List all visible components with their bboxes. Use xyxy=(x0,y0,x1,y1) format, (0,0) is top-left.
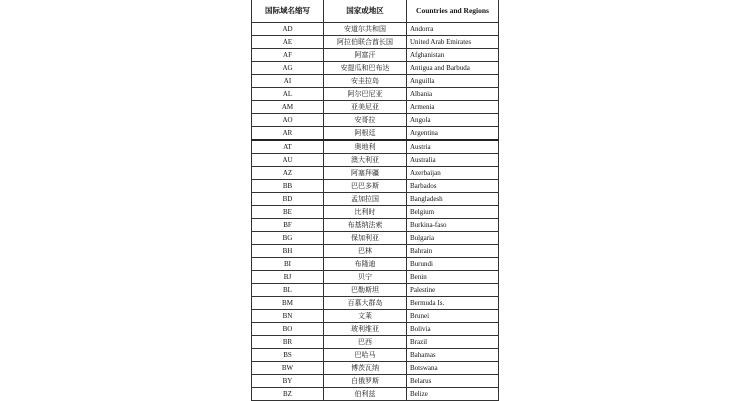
table-row xyxy=(252,114,499,127)
table-row xyxy=(252,258,499,271)
country-zh-cell: 阿拉伯联合酋长国 xyxy=(324,36,407,49)
country-en-cell: Burundi xyxy=(407,258,499,271)
domain-code-cell: AF xyxy=(252,49,324,62)
country-en-cell: Andorra xyxy=(407,23,499,36)
domain-code-cell: BJ xyxy=(252,271,324,284)
domain-code-cell: BB xyxy=(252,180,324,193)
table-body xyxy=(252,23,499,401)
country-code-table xyxy=(251,0,499,401)
table-header xyxy=(252,0,499,23)
domain-code-cell: BS xyxy=(252,349,324,362)
table-row xyxy=(252,75,499,88)
domain-code-cell: BM xyxy=(252,297,324,310)
country-en-cell: Bulgaria xyxy=(407,232,499,245)
table-row xyxy=(252,154,499,167)
country-zh-cell: 阿富汗 xyxy=(324,49,407,62)
country-zh-cell: 巴西 xyxy=(324,336,407,349)
country-zh-cell: 安哥拉 xyxy=(324,114,407,127)
country-en-cell: Albania xyxy=(407,88,499,101)
country-en-cell: Palestine xyxy=(407,284,499,297)
domain-code-cell: BY xyxy=(252,375,324,388)
domain-code-cell: AO xyxy=(252,114,324,127)
country-zh-cell: 百慕大群岛 xyxy=(324,297,407,310)
country-zh-cell: 保加利亚 xyxy=(324,232,407,245)
table-row xyxy=(252,193,499,206)
table-row xyxy=(252,375,499,388)
domain-code-cell: AR xyxy=(252,127,324,141)
domain-code-cell: BZ xyxy=(252,388,324,401)
domain-code-cell: BH xyxy=(252,245,324,258)
country-zh-cell: 安圭拉岛 xyxy=(324,75,407,88)
country-en-cell: Bermuda Is. xyxy=(407,297,499,310)
table-row xyxy=(252,284,499,297)
country-en-cell: Benin xyxy=(407,271,499,284)
table-row xyxy=(252,101,499,114)
domain-code-cell: BG xyxy=(252,232,324,245)
header-country-en: Countries and Regions xyxy=(407,0,499,23)
country-en-cell: Argentina xyxy=(407,127,499,141)
table-row xyxy=(252,323,499,336)
country-zh-cell: 文莱 xyxy=(324,310,407,323)
table-row xyxy=(252,36,499,49)
country-zh-cell: 巴林 xyxy=(324,245,407,258)
country-en-cell: Australia xyxy=(407,154,499,167)
table-row xyxy=(252,62,499,75)
domain-code-cell: BR xyxy=(252,336,324,349)
country-en-cell: Belize xyxy=(407,388,499,401)
country-en-cell: Burkina-faso xyxy=(407,219,499,232)
header-domain-code: 国际域名缩写 xyxy=(252,0,324,23)
country-zh-cell: 阿根廷 xyxy=(324,127,407,141)
country-en-cell: Barbados xyxy=(407,180,499,193)
country-zh-cell: 比利时 xyxy=(324,206,407,219)
country-zh-cell: 安道尔共和国 xyxy=(324,23,407,36)
table-row xyxy=(252,362,499,375)
table-row xyxy=(252,88,499,101)
country-en-cell: Bahamas xyxy=(407,349,499,362)
domain-code-cell: BN xyxy=(252,310,324,323)
table-row xyxy=(252,219,499,232)
domain-code-cell: BI xyxy=(252,258,324,271)
country-code-table-container xyxy=(251,0,498,401)
domain-code-cell: AZ xyxy=(252,167,324,180)
table-row xyxy=(252,388,499,401)
country-en-cell: Brazil xyxy=(407,336,499,349)
country-en-cell: Bahrain xyxy=(407,245,499,258)
country-zh-cell: 巴哈马 xyxy=(324,349,407,362)
country-en-cell: Azerbaijan xyxy=(407,167,499,180)
country-en-cell: Bolivia xyxy=(407,323,499,336)
country-en-cell: Austria xyxy=(407,140,499,154)
table-row xyxy=(252,127,499,141)
table-row xyxy=(252,232,499,245)
domain-code-cell: AE xyxy=(252,36,324,49)
domain-code-cell: AL xyxy=(252,88,324,101)
country-zh-cell: 亚美尼亚 xyxy=(324,101,407,114)
table-row xyxy=(252,349,499,362)
country-zh-cell: 伯利兹 xyxy=(324,388,407,401)
table-row xyxy=(252,336,499,349)
country-zh-cell: 贝宁 xyxy=(324,271,407,284)
country-zh-cell: 布隆迪 xyxy=(324,258,407,271)
domain-code-cell: BD xyxy=(252,193,324,206)
country-en-cell: Angola xyxy=(407,114,499,127)
table-row xyxy=(252,271,499,284)
country-zh-cell: 玻利维亚 xyxy=(324,323,407,336)
domain-code-cell: AI xyxy=(252,75,324,88)
country-zh-cell: 奥地利 xyxy=(324,140,407,154)
table-row xyxy=(252,310,499,323)
domain-code-cell: AU xyxy=(252,154,324,167)
country-zh-cell: 博茨瓦纳 xyxy=(324,362,407,375)
domain-code-cell: AD xyxy=(252,23,324,36)
country-zh-cell: 阿尔巴尼亚 xyxy=(324,88,407,101)
country-zh-cell: 孟加拉国 xyxy=(324,193,407,206)
country-en-cell: Anguilla xyxy=(407,75,499,88)
table-row xyxy=(252,49,499,62)
country-zh-cell: 白俄罗斯 xyxy=(324,375,407,388)
country-zh-cell: 阿塞拜疆 xyxy=(324,167,407,180)
table-row xyxy=(252,180,499,193)
table-row xyxy=(252,167,499,180)
domain-code-cell: BF xyxy=(252,219,324,232)
country-en-cell: Belgium xyxy=(407,206,499,219)
domain-code-cell: AM xyxy=(252,101,324,114)
table-row xyxy=(252,297,499,310)
country-en-cell: Botswana xyxy=(407,362,499,375)
country-en-cell: United Arab Emirates xyxy=(407,36,499,49)
country-zh-cell: 澳大利亚 xyxy=(324,154,407,167)
table-row xyxy=(252,245,499,258)
country-en-cell: Belarus xyxy=(407,375,499,388)
domain-code-cell: BW xyxy=(252,362,324,375)
country-en-cell: Antigua and Barbuda xyxy=(407,62,499,75)
domain-code-cell: BO xyxy=(252,323,324,336)
country-en-cell: Brunei xyxy=(407,310,499,323)
country-zh-cell: 布基纳法索 xyxy=(324,219,407,232)
header-country-zh: 国家或地区 xyxy=(324,0,407,23)
table-row xyxy=(252,206,499,219)
domain-code-cell: BE xyxy=(252,206,324,219)
country-zh-cell: 巴巴多斯 xyxy=(324,180,407,193)
domain-code-cell: BL xyxy=(252,284,324,297)
table-row xyxy=(252,23,499,36)
country-en-cell: Bangladesh xyxy=(407,193,499,206)
country-zh-cell: 安提瓜和巴布达 xyxy=(324,62,407,75)
country-zh-cell: 巴勒斯坦 xyxy=(324,284,407,297)
country-en-cell: Armenia xyxy=(407,101,499,114)
table-row xyxy=(252,140,499,154)
header-row xyxy=(252,0,499,23)
domain-code-cell: AG xyxy=(252,62,324,75)
domain-code-cell: AT xyxy=(252,140,324,154)
country-en-cell: Afghanistan xyxy=(407,49,499,62)
